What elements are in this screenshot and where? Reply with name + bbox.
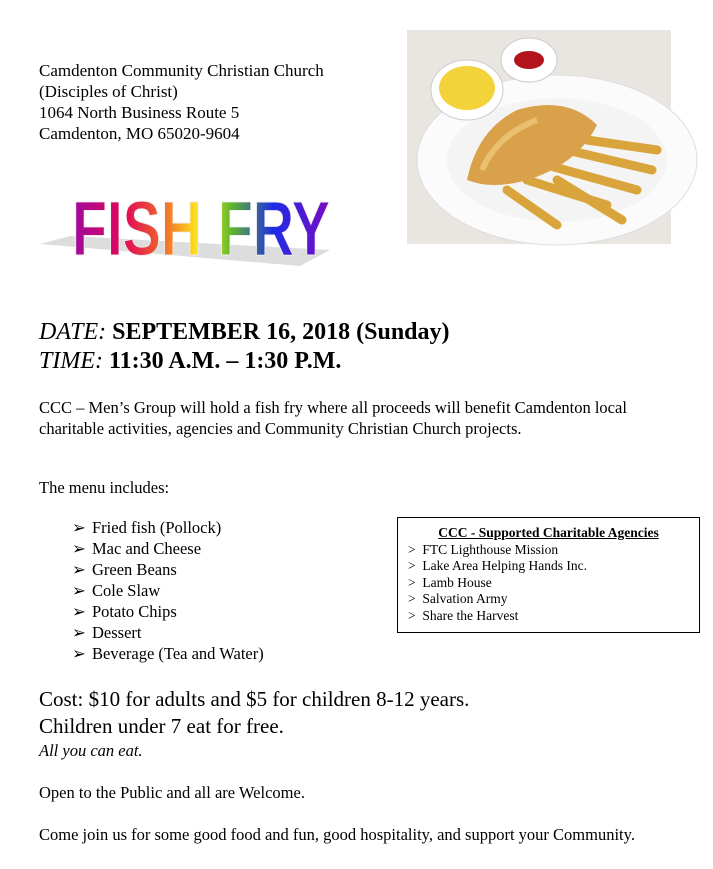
menu-item: ➢ Dessert — [72, 623, 142, 642]
menu-item: ➢ Beverage (Tea and Water) — [72, 644, 264, 663]
agency-item: > FTC Lighthouse Mission — [408, 541, 559, 557]
menu-item: ➢ Fried fish (Pollock) — [72, 518, 222, 537]
date-line: DATE: SEPTEMBER 16, 2018 (Sunday) — [39, 319, 450, 345]
closing-paragraph: Come join us for some good food and fun, good hospitality, and support your Community. — [39, 825, 635, 844]
agency-item: > Lamb House — [408, 574, 492, 590]
cost-line: Children under 7 eat for free. — [39, 714, 284, 738]
agency-item: > Share the Harvest — [408, 607, 519, 623]
event-datetime — [39, 318, 450, 376]
menu-item: ➢ Cole Slaw — [72, 581, 161, 600]
svg-text:FISH FRY: FISH FRY — [72, 185, 331, 273]
open-to-public: Open to the Public and all are Welcome. — [39, 783, 305, 802]
agencies-title: CCC - Supported Charitable Agencies — [438, 525, 659, 540]
address-line: 1064 North Business Route 5 — [39, 103, 240, 122]
menu-intro: The menu includes: — [39, 478, 170, 497]
menu-item: ➢ Green Beans — [72, 560, 177, 579]
agencies-box — [397, 517, 700, 633]
church-address — [39, 60, 324, 144]
cost-info — [39, 686, 469, 740]
address-line: Camdenton Community Christian Church — [39, 61, 324, 80]
time-line: TIME: 11:30 A.M. – 1:30 P.M. — [39, 348, 342, 374]
address-line: (Disciples of Christ) — [39, 82, 178, 101]
agency-item: > Lake Area Helping Hands Inc. — [408, 558, 587, 573]
cost-line: Cost: $10 for adults and $5 for children 8-12 years. — [39, 687, 470, 711]
agency-item: > Salvation Army — [408, 591, 508, 606]
menu-item: ➢ Potato Chips — [72, 602, 177, 621]
address-line: Camdenton, MO 65020-9604 — [39, 124, 240, 143]
menu-item: ➢ Mac and Cheese — [72, 539, 202, 558]
intro-paragraph: CCC – Men’s Group will hold a fish fry where all proceeds will benefit Camdenton local charitable activities, agencies and Community Christian Church projects. — [39, 398, 627, 438]
fish-and-chips-photo — [407, 30, 671, 244]
all-you-can-eat: All you can eat. — [39, 741, 143, 760]
fish-fry-logo — [40, 185, 340, 273]
menu-list — [72, 517, 264, 664]
